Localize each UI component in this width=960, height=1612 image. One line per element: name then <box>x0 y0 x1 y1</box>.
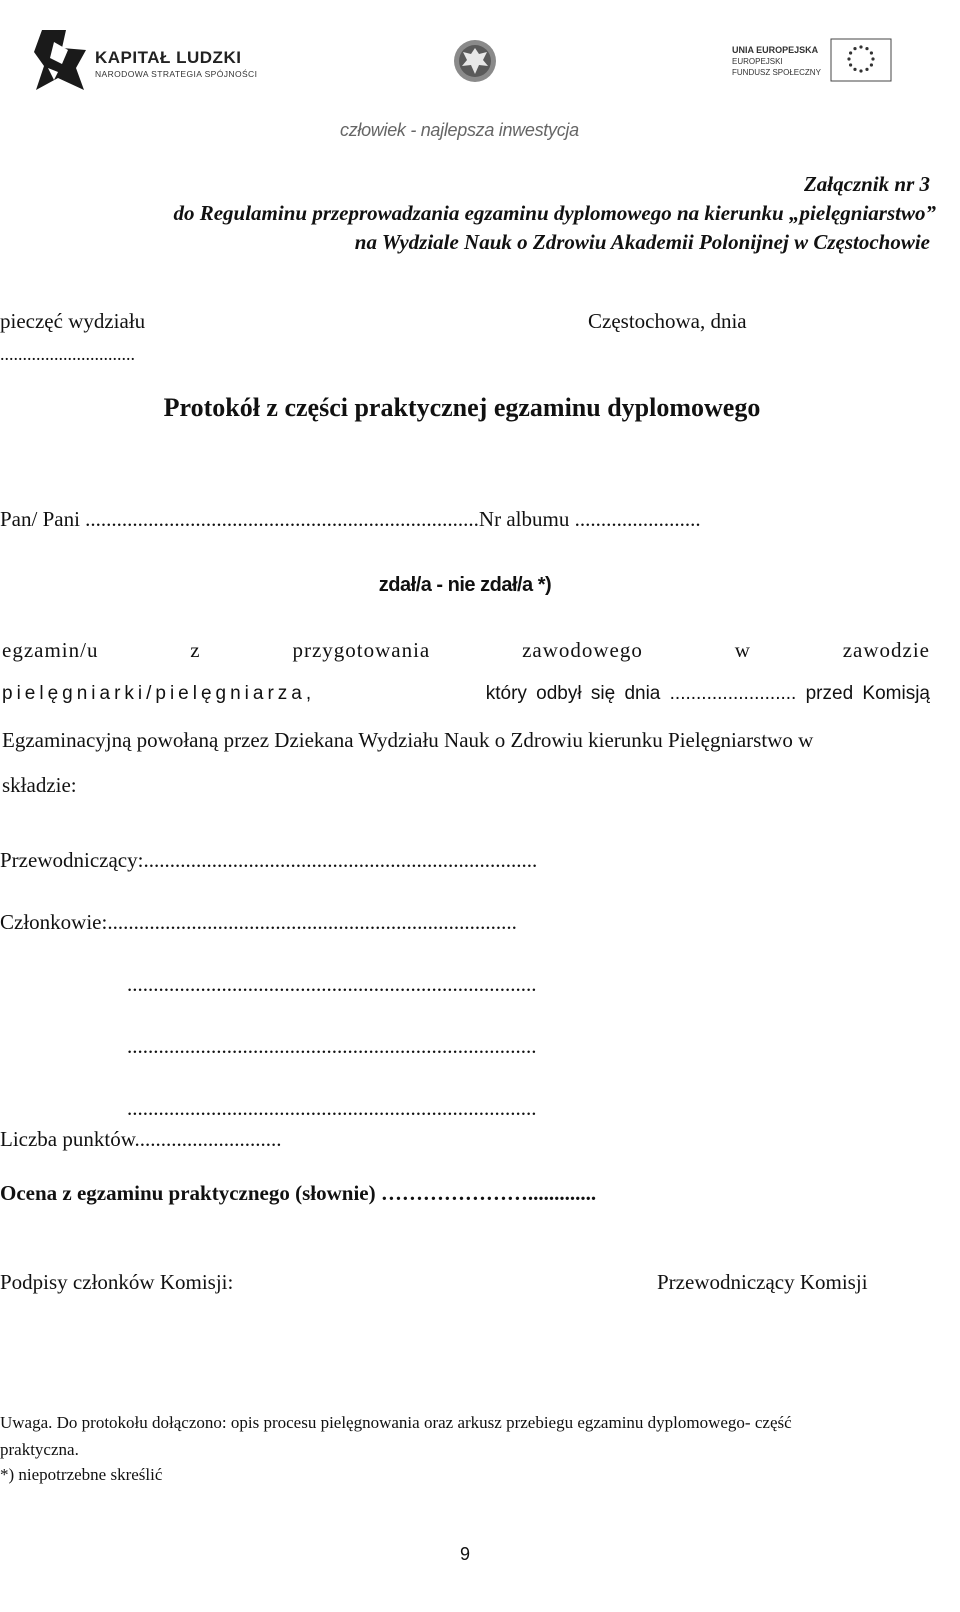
kapital-ludzki-emblem-icon <box>32 28 90 92</box>
body-word: egzamin/u <box>2 638 99 662</box>
kapital-ludzki-title: KAPITAŁ LUDZKI <box>95 48 242 67</box>
member-dots: .............................................................................. <box>127 1096 537 1120</box>
eagle-emblem <box>452 38 498 84</box>
body-line-2 <box>2 683 930 705</box>
stamp-dots: .............................. <box>0 344 135 364</box>
eu-name: UNIA EUROPEJSKA <box>732 45 819 55</box>
body-word: zawodowego <box>522 638 643 662</box>
body-word: zawodzie <box>842 638 930 662</box>
body-line-3: Egzaminacyjną powołaną przez Dziekana Wydziału Nauk o Zdrowiu kierunku Pielęgniarstwo w <box>2 728 814 752</box>
attachment-regulation: do Regulaminu przeprowadzania egzaminu dyplomowego na kierunku „pielęgniarstwo” <box>173 201 936 225</box>
body-line-2-rest: który odbył się dnia ........................ przed Komisją <box>485 683 930 704</box>
candidate-line <box>0 507 701 532</box>
attachment-faculty: na Wydziale Nauk o Zdrowiu Akademii Polonijnej w Częstochowie <box>354 230 930 254</box>
signatures-chair: Przewodniczący Komisji <box>657 1270 868 1294</box>
body-line-1 <box>2 638 930 663</box>
chair-line <box>0 848 537 873</box>
profession-spaced: pielęgniarki/pielęgniarza, <box>2 683 316 704</box>
member-dots: .............................................................................. <box>127 972 537 996</box>
grade-line <box>0 1181 596 1206</box>
body-word: w <box>734 638 751 662</box>
kapital-ludzki-subtitle: NARODOWA STRATEGIA SPÓJNOŚCI <box>95 69 258 79</box>
points-line <box>0 1127 282 1152</box>
kapital-ludzki-logo <box>32 28 262 92</box>
note-line-3: *) niepotrzebne skreślić <box>0 1465 163 1484</box>
place-date: Częstochowa, dnia <box>588 309 747 333</box>
eu-fund-line1: EUROPEJSKI <box>732 57 783 66</box>
album-label: Nr albumu <box>478 507 575 531</box>
body-word: z <box>190 638 201 662</box>
exam-status: zdał/a - nie zdał/a *) <box>378 574 552 596</box>
members-line <box>0 910 517 935</box>
note-line-1: Uwaga. Do protokołu dołączono: opis procesu pielęgnowania oraz arkusz przebiegu egzaminu dyplomowego- część <box>0 1413 792 1432</box>
members-label: Członkowie: <box>0 910 108 934</box>
eu-fund-line2: FUNDUSZ SPOŁECZNY <box>732 68 821 77</box>
album-dots: ........................ <box>574 507 701 531</box>
signatures-members: Podpisy członków Komisji: <box>0 1270 234 1294</box>
stamp-label: pieczęć wydziału <box>0 309 146 333</box>
grade-dots: …………………............. <box>380 1181 597 1205</box>
attachment-number: Załącznik nr 3 <box>803 172 930 196</box>
member-dots: .............................................................................. <box>107 910 517 934</box>
points-label: Liczba punktów <box>0 1127 135 1151</box>
member-dots: .............................................................................. <box>127 1034 537 1058</box>
candidate-label: Pan/ Pani <box>0 507 86 531</box>
page-number: 9 <box>459 1544 470 1564</box>
grade-label: Ocena z egzaminu praktycznego (słownie) <box>0 1181 381 1205</box>
eu-logo <box>732 38 902 88</box>
body-word: przygotowania <box>292 638 431 662</box>
body-line-4: składzie: <box>2 773 77 797</box>
eagle-icon <box>452 38 498 84</box>
note-line-2: praktyczna. <box>0 1440 79 1459</box>
points-dots: ............................ <box>134 1127 282 1151</box>
slogan: człowiek - najlepsza inwestycja <box>340 120 579 140</box>
candidate-dots: ........................................................................... <box>85 507 479 531</box>
eu-flag-icon <box>830 38 892 82</box>
chair-dots: ........................................................................... <box>143 848 538 872</box>
page-title: Protokół z części praktycznej egzaminu dyplomowego <box>163 393 761 422</box>
chair-label: Przewodniczący: <box>0 848 144 872</box>
